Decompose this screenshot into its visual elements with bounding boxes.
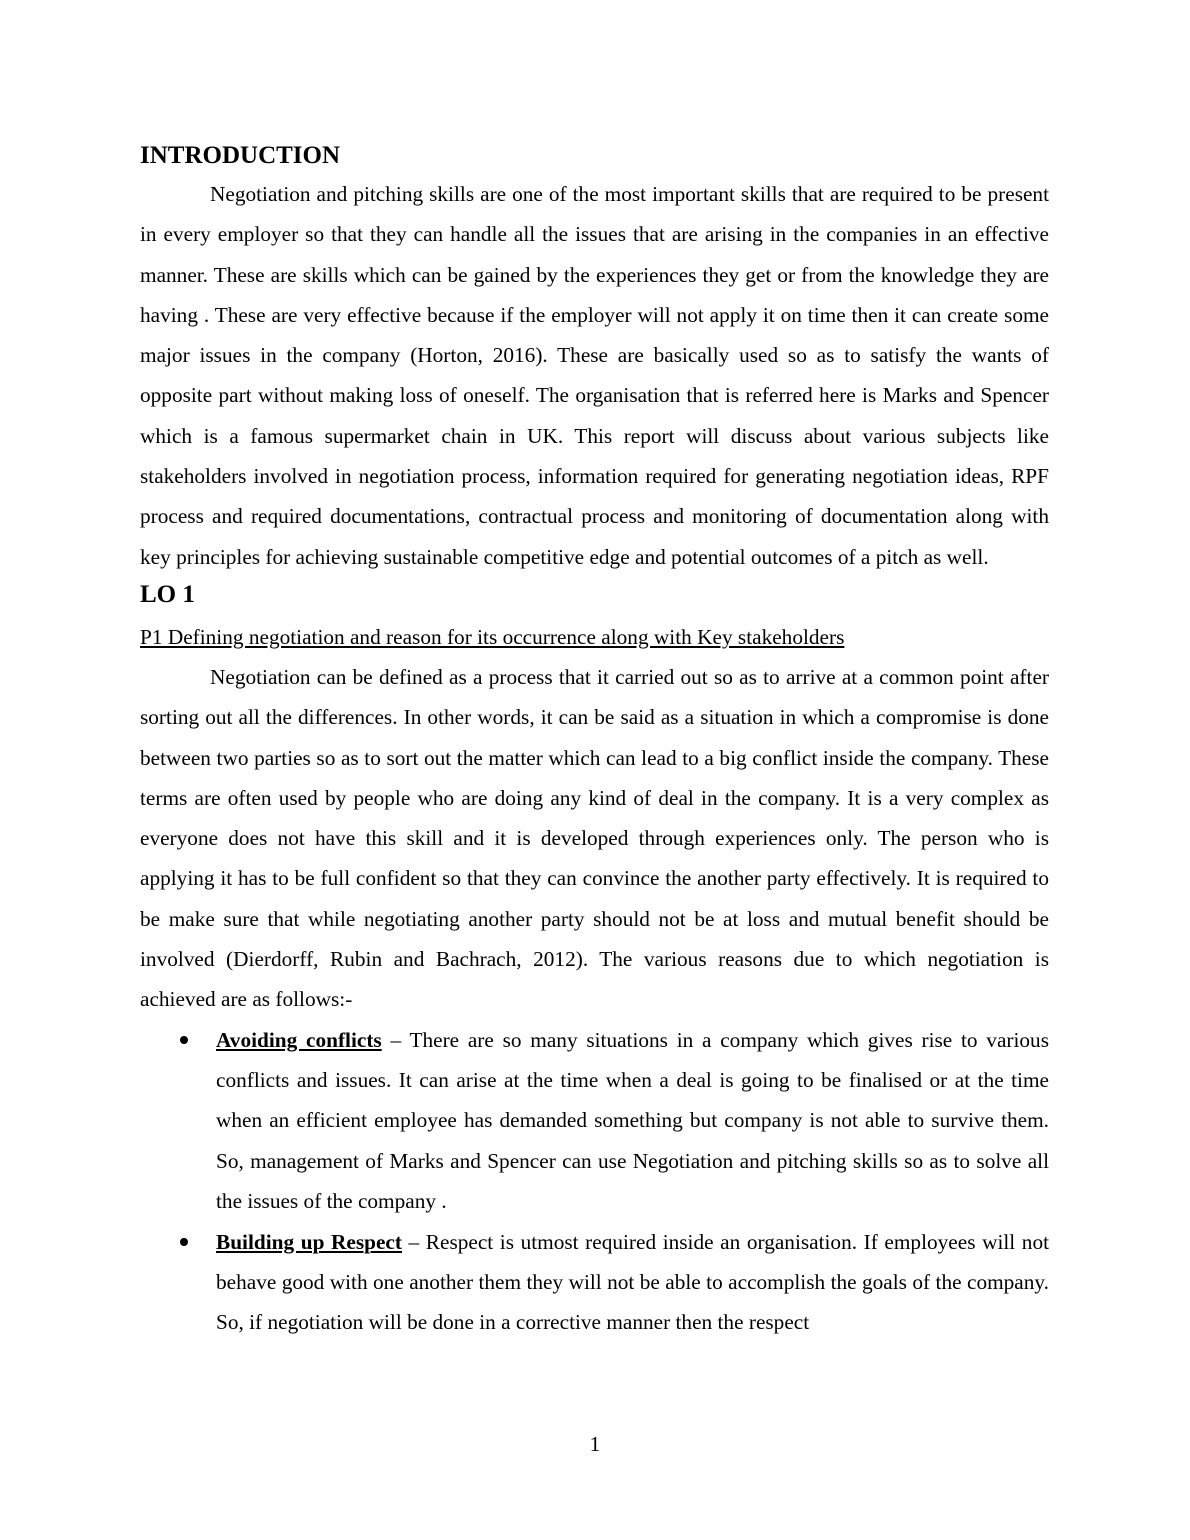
bullet-icon [180,1238,188,1246]
p1-subheading: P1 Defining negotiation and reason for its occurrence along with Key stakeholders [140,624,845,649]
bullet-term: Building up Respect [216,1229,402,1254]
reasons-list [140,1020,1049,1343]
bullet-term: Avoiding conflicts [216,1027,382,1052]
page-number: 1 [589,1432,601,1456]
list-item [140,1020,1049,1221]
negotiation-definition-paragraph: Negotiation can be defined as a process that it carried out so as to arrive at a common point after sorting out all the differences. In other words, it can be said as a situation in which a compromise is done between two parties so as to sort out the matter which can lead to a big conflict inside the company. These terms are often used by people who are doing any kind of deal in the company. It is a very complex as everyone does not have this skill and it is developed through experiences only. The person who is applying it has to be full confident so that they can convince the another party effectively. It is required to be make sure that while negotiating another party should not be at loss and mutual benefit should be involved (Dierdorff, Rubin and Bachrach, 2012). The various reasons due to which negotiation is achieved are as follows:- [140,664,1049,1012]
bullet-text: – There are so many situations in a company which gives rise to various conflicts and issues. It can arise at the time when a deal is going to be finalised or at the time when an efficient employee has demanded something but company is not able to survive them. So, management of Marks and Spencer can use Negotiation and pitching skills so as to solve all the issues of the company . [216,1027,1049,1213]
bullet-icon [180,1036,188,1044]
bullet-text: – Respect is utmost required inside an organisation. If employees will not behave good with one another them they will not be able to accomplish the goals of the company. So, if negotiation will be done in a corrective manner then the respect [216,1229,1050,1335]
introduction-heading: INTRODUCTION [140,142,341,169]
document-page [140,138,1049,1343]
introduction-paragraph: Negotiation and pitching skills are one of the most important skills that are required to be present in every employer so that they can handle all the issues that are arising in the companies in an effective manner. These are skills which can be gained by the experiences they get or from the knowledge they are having . These are very effective because if the employer will not apply it on time then it can create some major issues in the company (Horton, 2016). These are basically used so as to satisfy the wants of opposite part without making loss of oneself. The organisation that is referred here is Marks and Spencer which is a famous supermarket chain in UK. This report will discuss about various subjects like stakeholders involved in negotiation process, information required for generating negotiation ideas, RPF process and required documentations, contractual process and monitoring of documentation along with key principles for achieving sustainable competitive edge and potential outcomes of a pitch as well. [140,182,1049,569]
lo1-heading: LO 1 [140,580,195,608]
list-item [140,1222,1049,1343]
